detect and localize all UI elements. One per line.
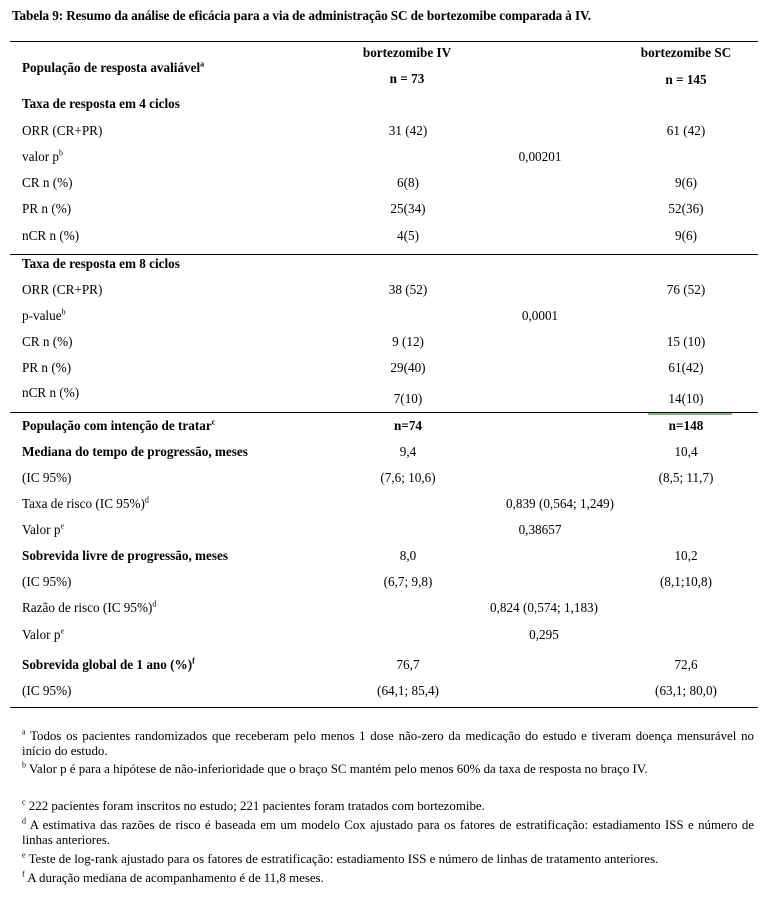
- itt-population-header: População com intenção de tratar$^c$: [22, 417, 216, 433]
- row-label: (IC 95%): [22, 470, 72, 485]
- row-label: Sobrevida livre de progressão, meses: [22, 548, 228, 563]
- cell-hazard-ratio: 0,839 (0,564; 1,249): [505, 496, 615, 511]
- cell-pvalue: 0,0001: [521, 308, 559, 323]
- row-label: ORR (CR+PR): [22, 282, 103, 297]
- col-sc-n: n = 145: [665, 72, 707, 87]
- population-header: População de resposta avaliável$^a$: [22, 59, 205, 75]
- footnote-b: $^b$ Valor p é para a hipótese de não-inferioridade que o braço SC mantém pelo menos 60% da taxa de resposta no braço IV.: [22, 760, 648, 776]
- cell-sc: 10,4: [674, 444, 698, 459]
- cell-iv: 76,7: [396, 657, 420, 672]
- cell-risk-ratio: 0,824 (0,574; 1,183): [489, 600, 599, 615]
- footnote-f: $^f$ A duração mediana de acompanhamento é de 11,8 meses.: [22, 869, 324, 885]
- itt-iv-n: n=74: [393, 418, 423, 433]
- col-sc-header: bortezomibe SC: [640, 45, 732, 60]
- row-label: CR n (%): [22, 334, 73, 349]
- cell-sc: 61(42): [668, 360, 704, 375]
- cell-sc: 9(6): [675, 175, 697, 190]
- cell-iv: 9,4: [399, 444, 417, 459]
- row-label: ORR (CR+PR): [22, 123, 103, 138]
- cell-iv: (7,6; 10,6): [380, 470, 436, 485]
- row-label: nCR n (%): [22, 385, 80, 400]
- cell-sc: 14(10): [668, 391, 704, 406]
- footnote-a: $^a$ Todos os pacientes randomizados que receberam pelo menos 1 dose não-zero da medicação do estudo e tiveram doença mensurável no início do estudo.: [22, 727, 754, 758]
- row-label: PR n (%): [22, 201, 72, 216]
- row-label: Taxa de risco (IC 95%)$^d$: [22, 495, 149, 511]
- table-title: Tabela 9: Resumo da análise de eficácia para a via de administração SC de bortezomibe comparada à IV.: [12, 8, 591, 23]
- cell-iv: 4(5): [397, 228, 419, 243]
- cell-iv: (6,7; 9,8): [383, 574, 433, 589]
- cell-sc: (8,5; 11,7): [658, 470, 714, 485]
- cell-pvalue: 0,38657: [518, 522, 562, 537]
- row-label: Mediana do tempo de progressão, meses: [22, 444, 248, 459]
- cell-iv: 9 (12): [392, 334, 424, 349]
- cell-sc: (63,1; 80,0): [655, 683, 717, 698]
- cell-iv: 25(34): [390, 201, 426, 216]
- cell-pvalue: 0,00201: [518, 149, 562, 164]
- row-label: Razão de risco (IC 95%)$^d$: [22, 599, 157, 615]
- cell-iv: 7(10): [393, 391, 423, 406]
- table-bottom-rule: [10, 707, 758, 708]
- row-label: Sobrevida global de 1 ano (%)$^f$: [22, 656, 195, 672]
- section-divider-itt: [10, 412, 758, 413]
- col-iv-n: n = 73: [389, 71, 425, 86]
- highlight-mark: [648, 413, 732, 415]
- cell-iv: 29(40): [390, 360, 426, 375]
- cell-iv: 6(8): [397, 175, 419, 190]
- row-label: (IC 95%): [22, 683, 72, 698]
- itt-sc-n: n=148: [668, 418, 704, 433]
- row-label: valor $p^b$: [22, 148, 63, 164]
- cell-iv: 38 (52): [388, 282, 428, 297]
- cell-iv: 8,0: [399, 548, 417, 563]
- row-label: nCR n (%): [22, 228, 80, 243]
- cell-sc: 52(36): [668, 201, 704, 216]
- footnote-d: $^d$ A estimativa das razões de risco é baseada em um modelo Cox ajustado para os fatores de estratificação: estadiamento ISS e número de linhas anteriores.: [22, 816, 755, 847]
- row-label: CR n (%): [22, 175, 73, 190]
- section-heading-8-cycles: Taxa de resposta em 8 ciclos: [22, 256, 180, 271]
- cell-sc: 15 (10): [666, 334, 706, 349]
- cell-sc: 10,2: [674, 548, 698, 563]
- row-label: p-value$^b$: [22, 307, 66, 323]
- footnote-c: $^c$ 222 pacientes foram inscritos no estudo; 221 pacientes foram tratados com bortezomibe.: [22, 797, 485, 813]
- cell-iv: 31 (42): [388, 123, 428, 138]
- cell-sc: (8,1;10,8): [659, 574, 712, 589]
- section-divider-8-cycles: [10, 254, 758, 255]
- row-label: PR n (%): [22, 360, 72, 375]
- row-label: (IC 95%): [22, 574, 72, 589]
- cell-sc: 72,6: [674, 657, 698, 672]
- footnote-e: $^e$ Teste de log-rank ajustado para os fatores de estratificação: estadiamento ISS e número de linhas de tratamento anteriores.: [22, 850, 659, 866]
- row-label: Valor $p^e$: [22, 521, 65, 537]
- table-top-rule: [10, 41, 758, 42]
- cell-sc: 9(6): [675, 228, 697, 243]
- cell-sc: 61 (42): [666, 123, 706, 138]
- cell-iv: (64,1; 85,4): [377, 683, 439, 698]
- section-heading-4-cycles: Taxa de resposta em 4 ciclos: [22, 96, 180, 111]
- row-label: Valor $p^e$: [22, 626, 65, 642]
- cell-sc: 76 (52): [666, 282, 706, 297]
- col-iv-header: bortezomibe IV: [362, 45, 452, 60]
- cell-pvalue: 0,295: [529, 627, 559, 642]
